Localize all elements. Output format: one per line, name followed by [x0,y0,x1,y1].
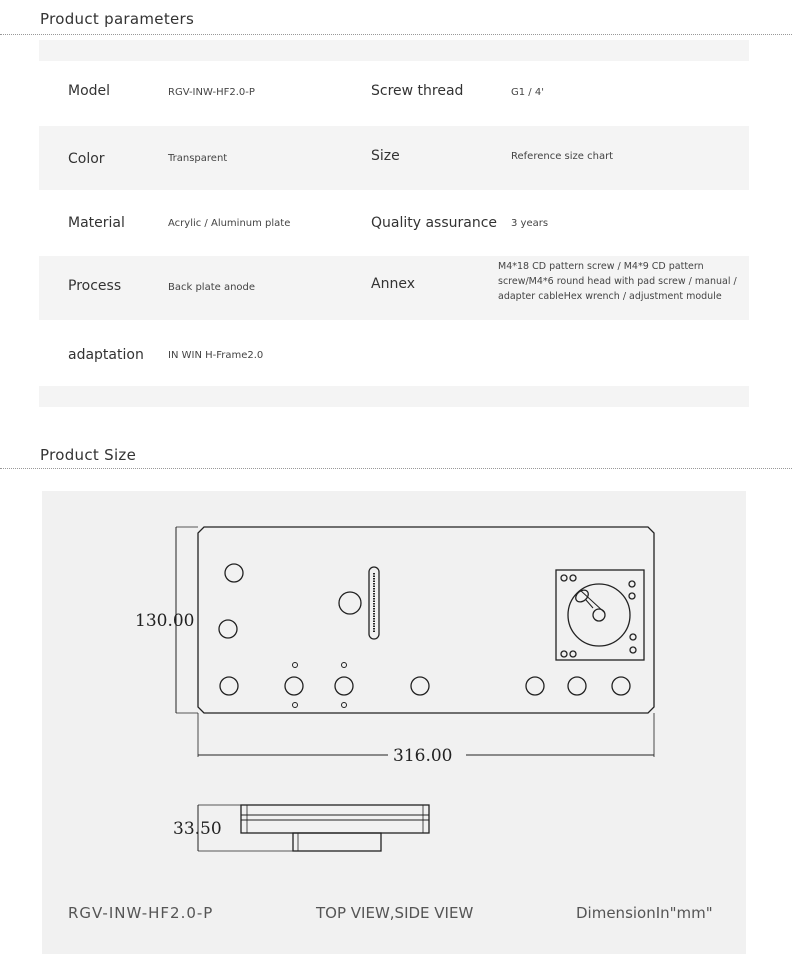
dim-height-label: 130.00 [135,611,195,631]
side-plate [241,805,429,833]
adaptation-label: adaptation [68,347,144,363]
quality-assurance-value: 3 years [511,218,549,229]
hole [335,677,353,695]
quality-assurance-label: Quality assurance [371,215,498,231]
large-hole [339,592,361,614]
model-value: RGV-INW-HF2.0-P [168,87,255,98]
annex-label: Annex [371,276,415,292]
color-value: Transparent [168,153,228,164]
hole [612,677,630,695]
hole [225,564,243,582]
caption-units: DimensionIn"mm" [576,904,713,922]
material-label: Material [68,215,125,231]
model-label: Model [68,83,111,99]
size-value: Reference size chart [511,151,614,162]
color-label: Color [68,151,105,167]
hole [219,620,237,638]
params-title: Product parameters [40,10,195,28]
dim-width-label: 316.00 [393,746,453,766]
material-value: Acrylic / Aluminum plate [168,218,291,229]
process-label: Process [68,278,122,294]
screw-thread-value: G1 / 4' [511,87,544,98]
dim-depth-label: 33.50 [173,819,222,839]
process-value: Back plate anode [168,282,256,293]
hole [220,677,238,695]
annex-value: M4*18 CD pattern screw / M4*9 CD pattern screw/M4*6 round head with pad screw / manual / adapter cableHex wrench / adjustment module [498,261,737,302]
size-label: Size [371,148,400,164]
hole [568,677,586,695]
caption-model: RGV-INW-HF2.0-P [68,904,214,922]
hole [411,677,429,695]
size-title: Product Size [40,446,137,464]
screw-thread-label: Screw thread [371,83,464,99]
side-block [293,833,381,851]
hole [285,677,303,695]
hole [526,677,544,695]
caption-views: TOP VIEW,SIDE VIEW [316,904,474,922]
adaptation-value: IN WIN H-Frame2.0 [168,350,264,361]
